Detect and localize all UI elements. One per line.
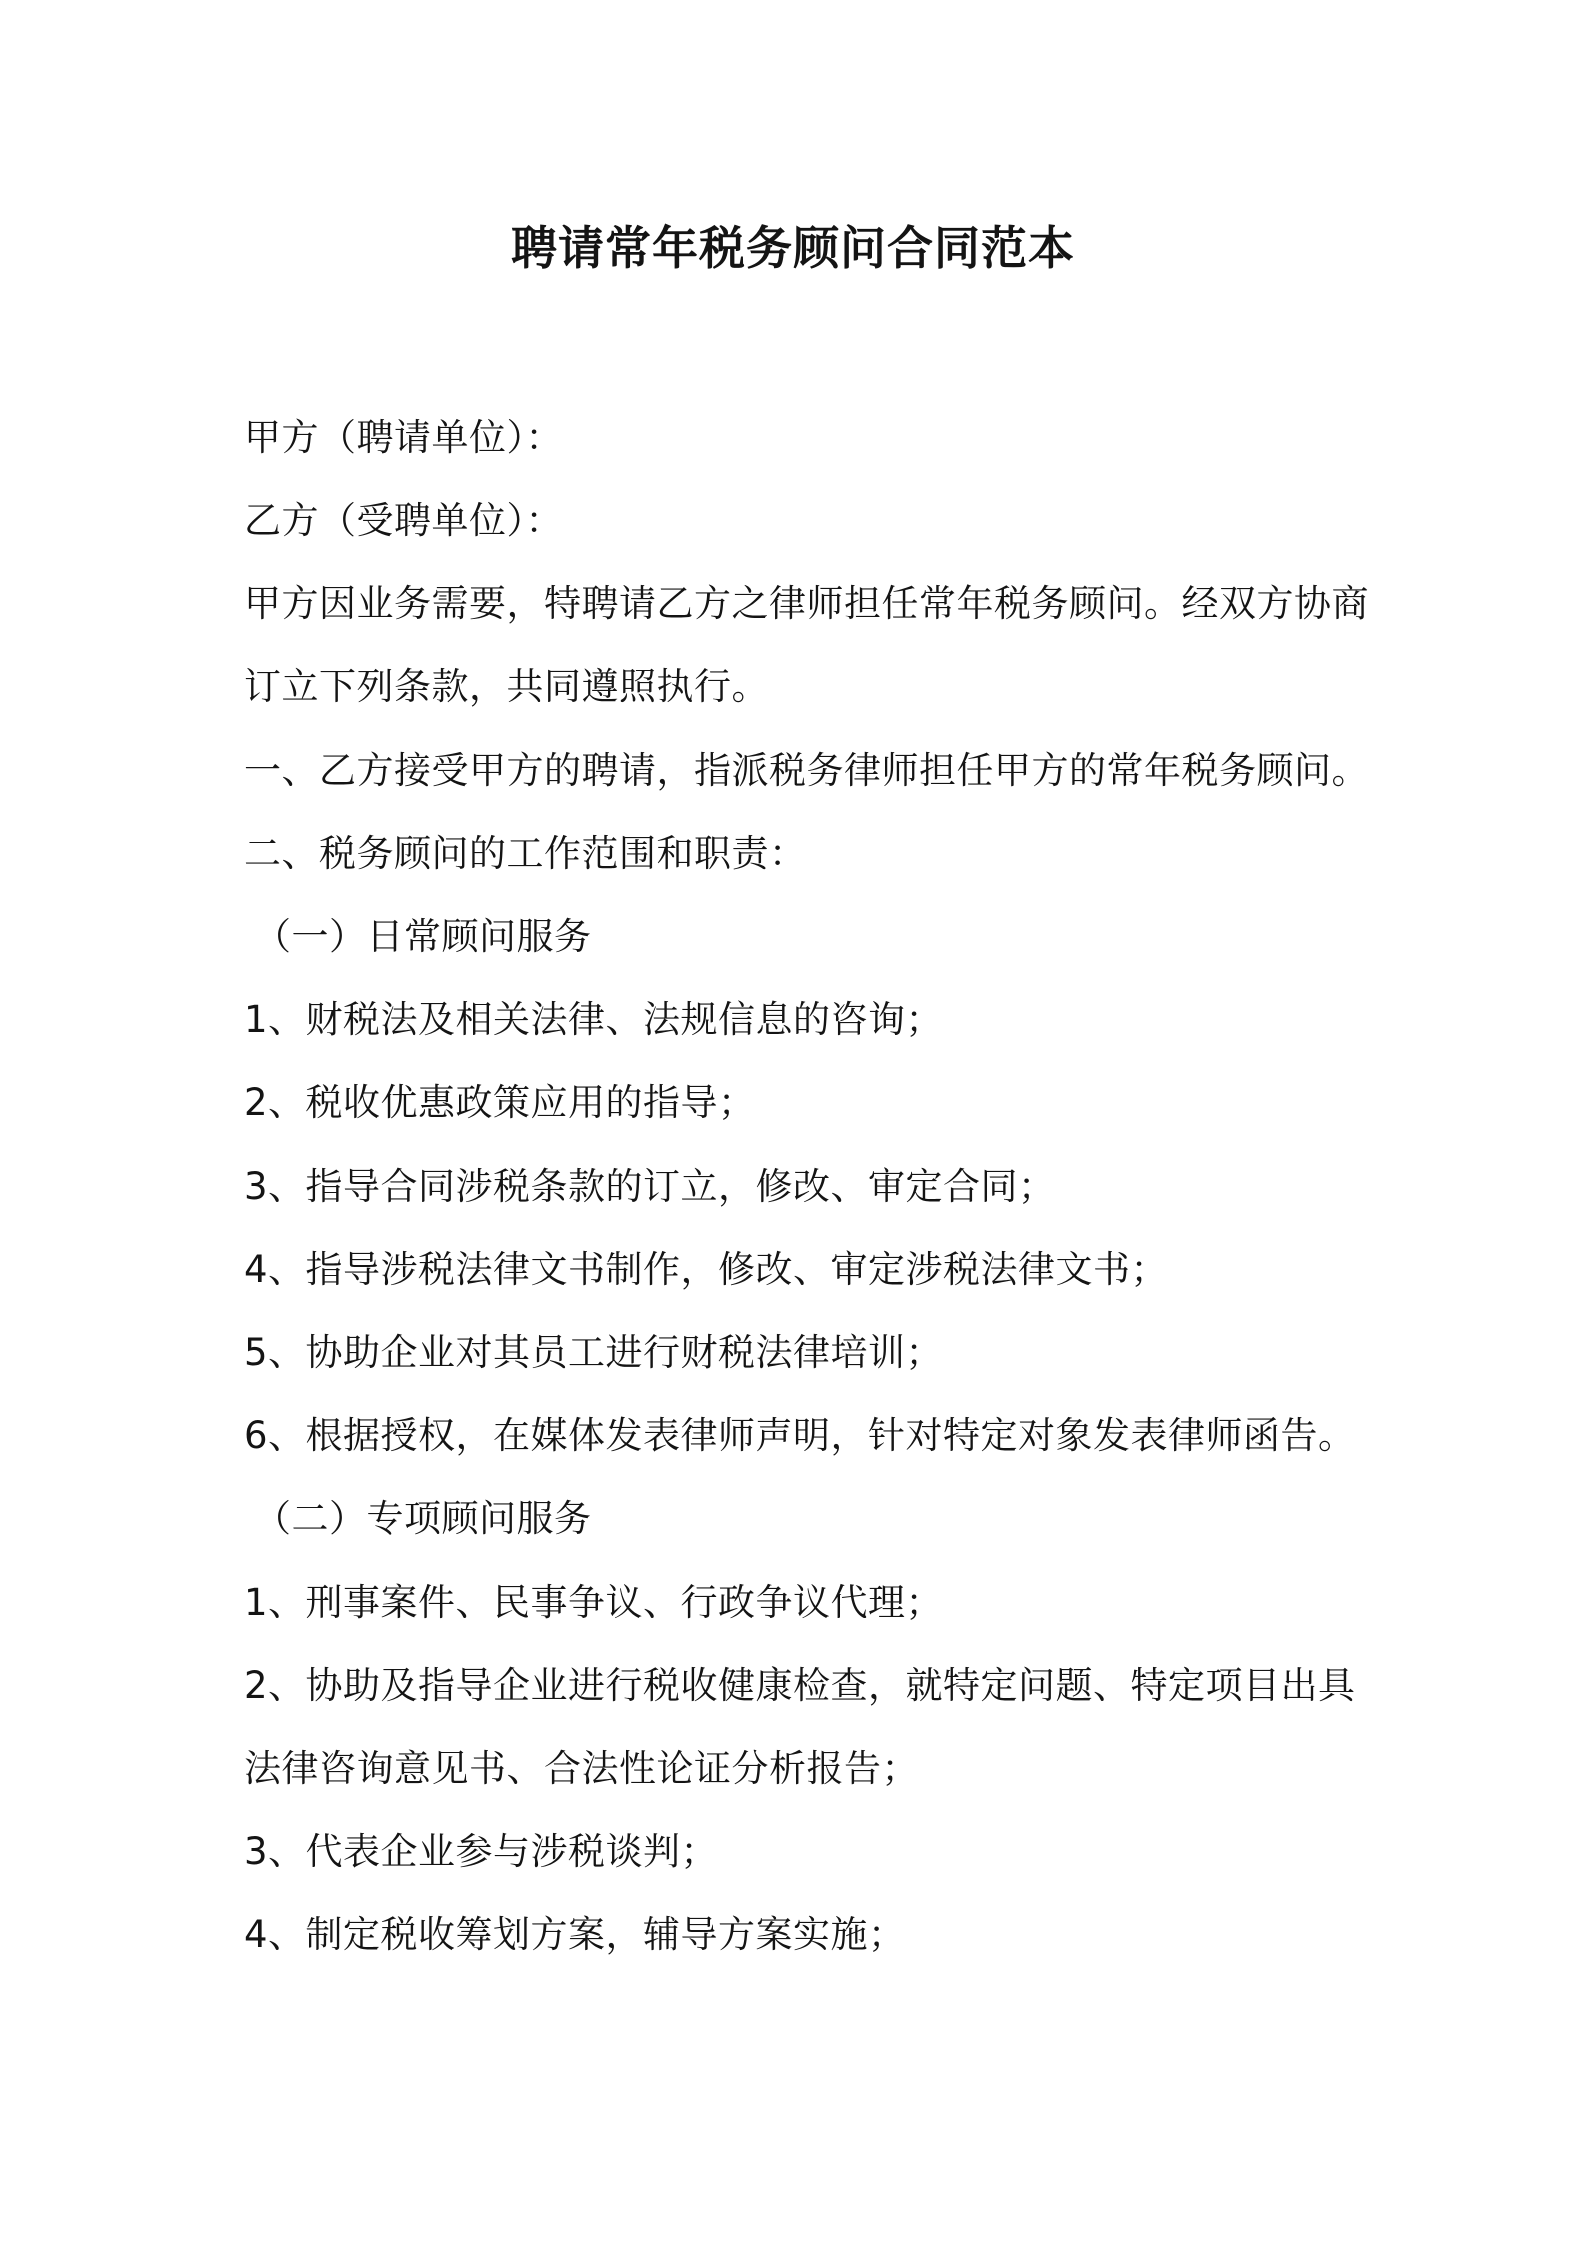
daily-item-2: 2、税收优惠政策应用的指导； bbox=[244, 1081, 756, 1124]
party-a-line: 甲方（聘请单位）： bbox=[244, 416, 563, 459]
daily-item-6: 6、根据授权，在媒体发表律师声明，针对特定对象发表律师函告。 bbox=[244, 1414, 1356, 1457]
daily-item-4: 4、指导涉税法律文书制作，修改、审定涉税法律文书； bbox=[244, 1248, 1169, 1291]
clause-1: 一、乙方接受甲方的聘请，指派税务律师担任甲方的常年税务顾问。 bbox=[244, 749, 1369, 792]
intro-line-2: 订立下列条款，共同遵照执行。 bbox=[244, 665, 769, 708]
clause-2-heading: 二、税务顾问的工作范围和职责： bbox=[244, 832, 807, 875]
intro-line-1: 甲方因业务需要，特聘请乙方之律师担任常年税务顾问。经双方协商 bbox=[244, 582, 1369, 625]
section-daily-service-heading: （一）日常顾问服务 bbox=[254, 915, 592, 958]
special-item-1: 1、刑事案件、民事争议、行政争议代理； bbox=[244, 1581, 944, 1624]
section-special-service-heading: （二）专项顾问服务 bbox=[254, 1497, 592, 1540]
document-title: 聘请常年税务顾问合同范本 bbox=[511, 221, 1075, 275]
special-item-3: 3、代表企业参与涉税谈判； bbox=[244, 1830, 719, 1873]
special-item-2: 2、协助及指导企业进行税收健康检查，就特定问题、特定项目出具 bbox=[244, 1664, 1356, 1707]
daily-item-1: 1、财税法及相关法律、法规信息的咨询； bbox=[244, 998, 944, 1041]
daily-item-3: 3、指导合同涉税条款的订立，修改、审定合同； bbox=[244, 1165, 1056, 1208]
special-item-4: 4、制定税收筹划方案，辅导方案实施； bbox=[244, 1913, 906, 1956]
party-b-line: 乙方（受聘单位）： bbox=[244, 499, 563, 542]
daily-item-5: 5、协助企业对其员工进行财税法律培训； bbox=[244, 1331, 944, 1374]
special-item-2-continued: 法律咨询意见书、合法性论证分析报告； bbox=[244, 1747, 919, 1790]
